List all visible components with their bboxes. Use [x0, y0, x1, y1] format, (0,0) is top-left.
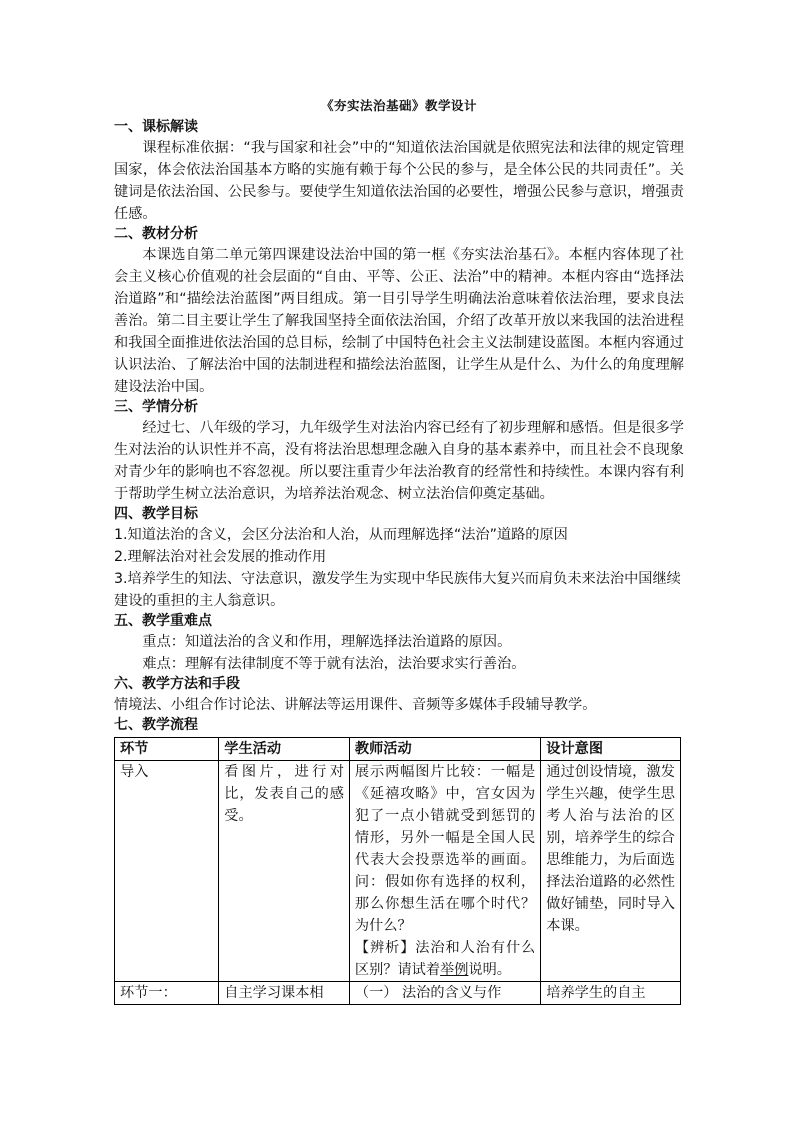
teacher-activity-text: 展示两幅图片比较：一幅是《延禧攻略》中，宫女因为犯了一点小错就受到惩罚的情形，另外一幅是全国人民代表大会投票选举的画面。问：假如你有选择的权利，那么你想生活在哪个时代？为什么？	[354, 764, 536, 934]
methods-text: 情境法、小组合作讨论法、讲解法等运用课件、音频等多媒体手段辅导教学。	[114, 697, 597, 713]
section-curriculum	[114, 118, 684, 225]
section-key-points	[114, 612, 684, 675]
section-paragraph: 本课选自第二单元第四课建设法治中国的第一框《夯实法治基石》。本框内容体现了社会主义核心价值观的社会层面的“自由、平等、公正、法治”中的精神。本框内容由“选择法治道路”和“描绘法治蓝图”两目组成。第一目引导学生明确法治意味着依法治理，要求良法善治。第二目主要让学生了解我国坚持全面依法治国，介绍了改革开放以来我国的法治进程和我国全面推进依法治国的总目标，绘制了中国特色社会主义法制建设蓝图。本框内容通过认识法治、了解法治中国的法制进程和描绘法治蓝图，让学生从是什么、为什么的角度理解建设法治中国。	[114, 247, 684, 395]
teaching-flow-table	[114, 737, 681, 1005]
section-heading: 六、教学方法和手段	[114, 676, 240, 692]
section-heading: 一、课标解读	[114, 119, 198, 135]
table-header-row	[115, 738, 681, 761]
table-row	[115, 982, 681, 1005]
cell-design-intent: 通过创设情境，激发学生兴趣，使学生思考人治与法治的区别，培养学生的综合思维能力，为后面选择法治道路的必然性做好铺垫，同时导入本课。	[541, 761, 681, 982]
document-title: 《夯实法治基础》教学设计	[320, 98, 477, 113]
document-page	[114, 96, 684, 1005]
section-heading: 三、学情分析	[114, 399, 198, 415]
table-row	[115, 761, 681, 982]
objective-item: 1.知道法治的含义，会区分法治和人治，从而理解选择“法治”道路的原因	[114, 527, 568, 543]
objective-item: 3.培养学生的知法、守法意识，激发学生为实现中华民族伟大复兴而肩负未来法治中国继续建设的重担的主人翁意识。	[114, 571, 681, 609]
analysis-prompt: 【辨析】法治和人治有什么区别？请试着	[354, 940, 536, 978]
cell-stage: 环节一：	[115, 982, 219, 1005]
header-design-intent: 设计意图	[541, 738, 681, 761]
section-flow	[114, 716, 684, 1005]
cell-teacher-activity	[349, 761, 540, 982]
header-stage: 环节	[115, 738, 219, 761]
section-heading: 四、教学目标	[114, 506, 198, 522]
section-methods	[114, 675, 684, 716]
section-heading: 五、教学重难点	[114, 613, 212, 629]
objective-item: 2.理解法治对社会发展的推动作用	[114, 549, 327, 565]
header-teacher-activity: 教师活动	[349, 738, 540, 761]
section-heading: 七、教学流程	[114, 717, 198, 733]
section-paragraph: 课程标准依据：“我与国家和社会”中的“知道依法治国就是依照宪法和法律的规定管理国家，体会依法治国基本方略的实施有赖于每个公民的参与，是全体公民的共同责任”。关键词是依法治国、公民参与。要使学生知道依法治国的必要性，增强公民参与意识，增强责任感。	[114, 140, 684, 222]
underlined-word: 举例	[440, 962, 469, 978]
cell-teacher-activity: （一） 法治的含义与作	[349, 982, 540, 1005]
key-point: 重点：知道法治的含义和作用，理解选择法治道路的原因。	[142, 634, 512, 650]
section-objectives	[114, 505, 684, 612]
section-learners	[114, 398, 684, 505]
cell-student-activity: 看图片，进行对比，发表自己的感受。	[219, 761, 350, 982]
section-heading: 二、教材分析	[114, 226, 198, 242]
section-textbook	[114, 225, 684, 398]
header-student-activity: 学生活动	[219, 738, 350, 761]
cell-design-intent: 培养学生的自主	[541, 982, 681, 1005]
cell-stage: 导入	[115, 761, 219, 982]
cell-student-activity: 自主学习课本相	[219, 982, 350, 1005]
section-paragraph: 经过七、八年级的学习，九年级学生对法治内容已经有了初步理解和感悟。但是很多学生对法治的认识性并不高，没有将法治思想理念融入自身的基本素养中，而且社会不良现象对青少年的影响也不容忽视。所以要注重青少年法治教育的经常性和持续性。本课内容有利于帮助学生树立法治意识，为培养法治观念、树立法治信仰奠定基础。	[114, 420, 684, 502]
difficult-point: 难点：理解有法律制度不等于就有法治，法治要求实行善治。	[142, 656, 526, 672]
analysis-prompt-end: 说明。	[468, 962, 511, 978]
